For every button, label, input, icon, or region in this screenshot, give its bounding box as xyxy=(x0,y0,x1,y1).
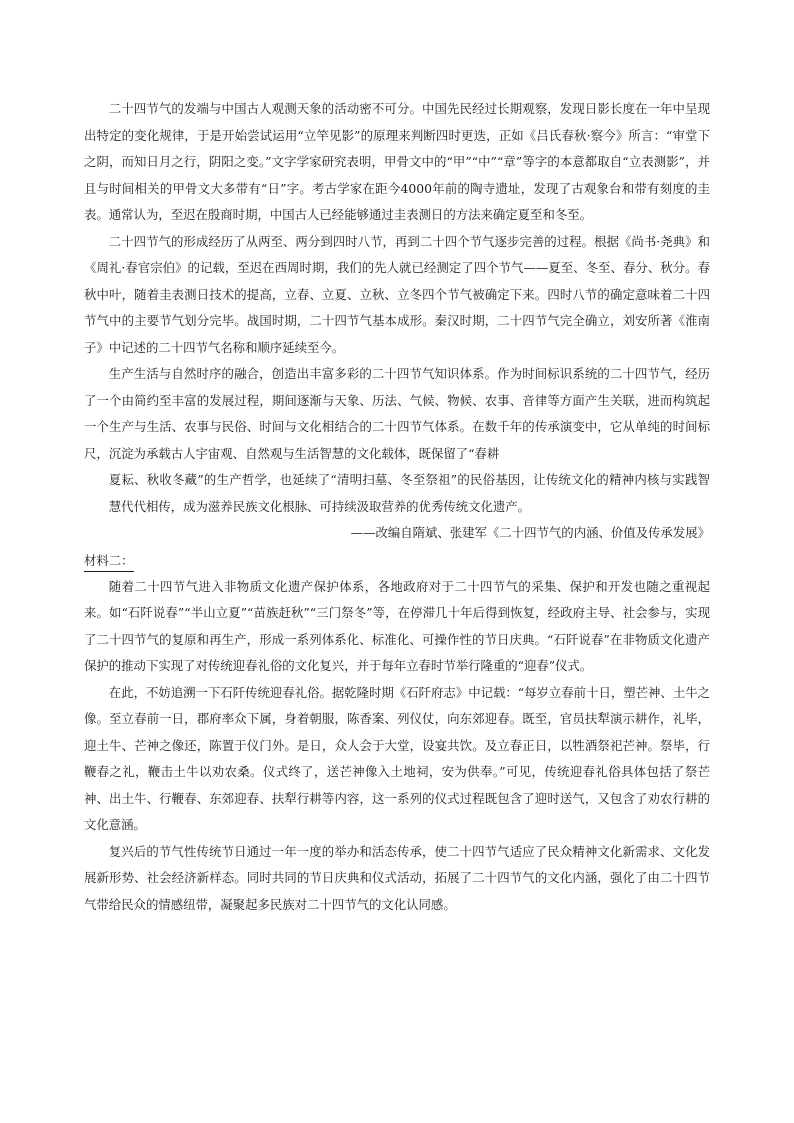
material2-paragraph-3: 复兴后的节气性传统节日通过一年一度的举办和活态传承，使二十四节气适应了民众精神文化新需求、文化发展新形势、社会经济新样态。同时共同的节日庆典和仪式活动，拓展了二十四节气的文化内涵，强化了由二十四节气带给民众的情感纽带，凝聚起多民族对二十四节气的文化认同感。 xyxy=(84,843,710,912)
material1-paragraph-2: 二十四节气的形成经历了从两至、两分到四时八节，再到二十四个节气逐步完善的过程。根据《尚书·尧典》和《周礼·春官宗伯》的记载，至迟在西周时期，我们的先人就已经测定了四个节气——夏至、冬至、春分、秋分。春秋中叶，随着圭表测日技术的提高，立春、立夏、立秋、立冬四个节气被确定下来。四时八节的确定意味着二十四节气中的主要节气划分完毕。战国时期，二十四节气基本成形。秦汉时期，二十四节气完全确立，刘安所著《淮南子》中记述的二十四节气名称和顺序延续至今。 xyxy=(84,233,710,355)
material1-paragraph-3-tail: 夏耘、秋收冬藏”的生产哲学，也延续了“清明扫墓、冬至祭祖”的民俗基因，让传统文化的精神内核与实践智慧代代相传，成为滋养民族文化根脉、可持续汲取营养的优秀传统文化遗产。 xyxy=(108,472,710,514)
material2-heading: 材料二： xyxy=(84,551,134,572)
material2-heading-wrap xyxy=(84,547,710,574)
material1-paragraph-3 xyxy=(84,361,710,520)
material2-paragraph-2: 在此，不妨追溯一下石阡传统迎春礼俗。据乾隆时期《石阡府志》中记载：“每岁立春前十日，塑芒神、土牛之像。至立春前一日，郡府率众下属，身着朝服，陈香案、列仪仗，向东郊迎春。既至，官员扶犁演示耕作，礼毕，迎土牛、芒神之像还，陈置于仪门外。是日，众人会于大堂，设宴共饮。及立春正日，以牲酒祭祀芒神。祭毕，行鞭春之礼，鞭击土牛以劝农桑。仪式终了，送芒神像入土地祠，安为供奉。”可见，传统迎春礼俗具体包括了祭芒神、出土牛、行鞭春、东郊迎春、扶犁行耕等内容，这一系列的仪式过程既包含了迎时送气，又包含了劝农行耕的文化意涵。 xyxy=(84,684,710,832)
document-page xyxy=(84,96,710,918)
material1-source-citation: ——改编自隋斌、张建军《二十四节气的内涵、价值及传承发展》 xyxy=(350,525,710,540)
material2-paragraph-1: 随着二十四节气进入非物质文化遗产保护体系，各地政府对于二十四节气的采集、保护和开发也随之重视起来。如“石阡说春”“半山立夏”“苗族赶秋”“三门祭冬”等，在停滞几十年后得到恢复，经政府主导、社会参与，实现了二十四节气的复原和再生产，形成一系列体系化、标准化、可操作性的节日庆典。“石阡说春”在非物质文化遗产保护的推动下实现了对传统迎春礼俗的文化复兴，并于每年立春时节举行隆重的“迎春”仪式。 xyxy=(84,578,710,673)
material1-paragraph-1: 二十四节气的发端与中国古人观测天象的活动密不可分。中国先民经过长期观察，发现日影长度在一年中呈现出特定的变化规律，于是开始尝试运用“立竿见影”的原理来判断四时更迭，正如《吕氏春秋·察今》所言：“审堂下之阴，而知日月之行，阴阳之变。”文字学家研究表明，甲骨文中的“甲”“中”“章”等字的本意都取自“立表测影”，并且与时间相关的甲骨文大多带有“日”字。考古学家在距今4000年前的陶寺遗址，发现了古观象台和带有刻度的圭表。通常认为，至迟在殷商时期，中国古人已经能够通过圭表测日的方法来确定夏至和冬至。 xyxy=(84,101,710,222)
material1-paragraph-3-body: 生产生活与自然时序的融合，创造出丰富多彩的二十四节气知识体系。作为时间标识系统的二十四节气，经历了一个由简约至丰富的发展过程，期间逐渐与天象、历法、气候、物候、农事、音律等方面产生关联，进而构筑起一个生产与生活、农事与民俗、时间与文化相结合的二十四节气体系。在数千年的传承演变中，它从单纯的时间标尺，沉淀为承载古人宇宙观、自然观与生活智慧的文化载体，既保留了“春耕 xyxy=(84,366,710,461)
